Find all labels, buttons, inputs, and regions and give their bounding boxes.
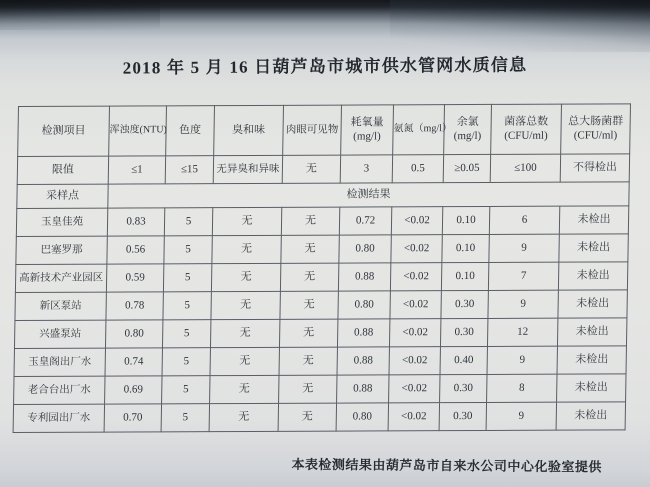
result-cell: 0.30 [441,290,488,318]
result-cell: 无 [211,291,280,319]
result-cell: 无 [210,319,279,347]
result-cell: 0.80 [339,235,391,263]
result-cell: 5 [162,320,210,348]
result-cell: 无 [281,207,339,235]
limit-cell: 无 [282,155,340,183]
table-wrapper [13,103,630,433]
result-cell: 0.30 [439,402,486,430]
result-cell: 0.40 [440,346,487,374]
water-quality-table [13,103,631,433]
result-cell: 无 [210,375,279,403]
limit-cell: ≤1 [108,156,165,184]
header-row [18,104,631,157]
result-cell: 0.59 [106,264,163,292]
result-cell: 0.80 [338,291,390,319]
result-cell: 无 [212,235,281,263]
result-cell: 0.30 [440,318,487,346]
result-cell: 6 [489,206,559,234]
result-cell: 8 [487,374,557,402]
limit-cell: 无异臭和异味 [213,155,282,183]
sample-rows [13,206,629,433]
page-title: 2018 年 5 月 16 日葫芦岛市城市供水管网水质信息 [122,55,528,78]
result-cell: 0.83 [107,208,164,236]
result-cell: 7 [488,262,558,290]
result-cell: 0.88 [337,375,389,403]
footer-note: 本表检测结果由葫芦岛市自来水公司中心化验室提供 [291,456,603,475]
table-row [14,374,626,405]
result-cell: 无 [280,263,338,291]
sample-point-name: 高新技术产业园区 [15,264,106,292]
header-cell: 浑浊度(NTU) [109,106,167,156]
result-cell: 0.10 [442,234,489,262]
result-cell: 未检出 [557,346,626,374]
result-cell: 0.88 [337,319,389,347]
sample-point-header: 采样点 [17,184,108,208]
result-cell: 9 [488,290,558,318]
result-cell: 无 [211,263,280,291]
result-cell: 无 [279,319,337,347]
result-cell: 0.80 [105,320,162,348]
result-cell: 无 [281,235,339,263]
result-cell: 5 [162,348,210,376]
result-cell: 0.72 [339,207,391,235]
result-cell: 0.88 [337,347,389,375]
sample-point-name: 老合台出厂水 [14,376,105,404]
result-cell: 0.56 [107,236,164,264]
results-header: 检测结果 [108,182,629,208]
table-row [16,206,628,237]
header-cell: 检测项目 [18,106,110,156]
result-cell: 未检出 [558,262,627,290]
result-cell: <0.02 [391,235,442,263]
result-cell: <0.02 [390,291,441,319]
limit-cell: 0.5 [392,155,443,183]
result-cell: 0.88 [338,263,390,291]
result-cell: 5 [161,404,209,432]
result-cell: 无 [279,347,337,375]
limit-cell: 不得检出 [560,154,629,182]
result-cell: 未检出 [559,206,628,234]
result-cell: 无 [278,403,336,431]
result-cell: <0.02 [389,375,440,403]
limit-cell: ≤100 [490,154,560,182]
result-cell: 未检出 [557,318,626,346]
result-cell: 未检出 [557,374,626,402]
result-cell: <0.02 [390,263,441,291]
result-cell: 未检出 [559,234,628,262]
limits-row [17,154,629,185]
header-cell: 肉眼可见物 [283,105,342,155]
result-cell: 9 [487,346,557,374]
result-cell: 未检出 [556,402,625,430]
header-cell: 余氯 (mg/l) [444,104,492,154]
result-cell: 5 [163,292,211,320]
result-cell: 5 [164,236,212,264]
header-cell: 菌落总数 (CFU/ml) [491,104,562,154]
result-cell: 0.69 [105,376,162,404]
table-row [13,402,625,433]
limit-cell: ≤15 [165,156,213,184]
table-row [14,318,626,349]
result-cell: <0.02 [389,347,440,375]
result-cell: 无 [210,347,279,375]
header-cell: 总大肠菌群 (CFU/ml) [561,104,631,154]
sample-point-name: 玉皇阁出厂水 [14,348,105,376]
result-cell: 5 [163,264,211,292]
result-cell: 0.70 [104,404,161,432]
table-row [16,234,628,265]
table-row [15,262,627,293]
result-cell: 9 [489,234,559,262]
table-row [15,290,627,321]
header-cell: 耗氧量 (mg/l) [341,105,394,155]
result-cell: 无 [279,375,337,403]
header-cell: 色度 [166,106,215,156]
sample-point-name: 专利园出厂水 [13,404,104,432]
sample-point-name: 新区泵站 [15,292,106,320]
result-cell: 0.10 [441,262,488,290]
header-cell: 臭和味 [214,105,284,155]
limits-label: 限值 [17,156,108,184]
sample-point-name: 巴塞罗那 [16,236,107,264]
result-cell: 12 [487,318,557,346]
table-row [14,346,626,377]
result-cell: 0.80 [336,403,388,431]
result-cell: 9 [486,402,556,430]
result-cell: 5 [164,208,212,236]
result-cell: 0.10 [442,206,489,234]
result-cell: 0.30 [440,374,487,402]
table-body [17,154,630,209]
result-cell: 0.74 [105,348,162,376]
sample-point-name: 玉皇佳苑 [16,208,107,236]
result-cell: 0.78 [106,292,163,320]
result-cell: <0.02 [391,207,442,235]
sample-point-name: 兴盛泵站 [14,320,105,348]
limit-cell: 3 [340,155,392,183]
result-cell: 未检出 [558,290,627,318]
limit-cell: ≥0.05 [443,154,490,182]
section-row [17,182,629,209]
result-cell: <0.02 [388,403,439,431]
result-cell: <0.02 [389,319,440,347]
result-cell: 无 [209,403,278,431]
result-cell: 无 [212,207,281,235]
result-cell: 5 [162,376,210,404]
result-cell: 无 [280,291,338,319]
header-cell: 氨氮（mg/l） [393,105,445,155]
